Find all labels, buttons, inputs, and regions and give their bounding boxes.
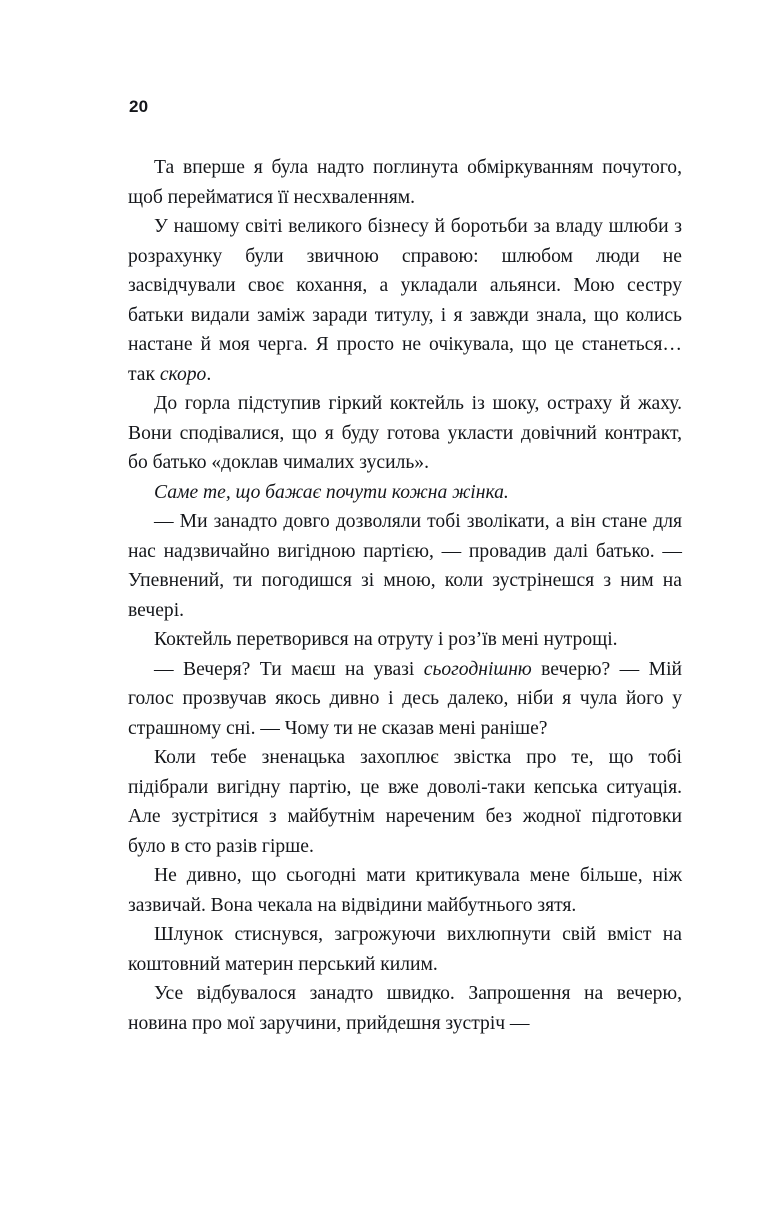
- paragraph-dialogue: — Ми занадто довго дозволяли тобі зволікати, а він стане для нас надзвичайно вигідною партією, — провадив далі батько. — Упевнений, ти погодишся зі мною, коли зустрінешся з ним на вечері.: [128, 511, 682, 621]
- page-number: 20: [129, 97, 149, 116]
- paragraph: Коктейль перетворився на отруту і роз’їв мені нутрощі.: [154, 629, 618, 650]
- paragraph-dialogue: [128, 655, 682, 744]
- paragraph: Шлунок стиснувся, загрожуючи вихлюпнути свій вміст на коштовний материн перський килим.: [128, 924, 682, 975]
- paragraph: До горла підступив гіркий коктейль із шоку, остраху й жаху. Вони сподівалися, що я буду готова укласти довічний контракт, бо батько «доклав чималих зусиль».: [128, 393, 682, 473]
- paragraph: Не дивно, що сьогодні мати критикувала мене більше, ніж зазвичай. Вона чекала на відвідини майбутнього зятя.: [128, 865, 682, 916]
- paragraph-text-tail: .: [206, 363, 212, 385]
- paragraph-text-lead: У нашому світі великого бізнесу й боротьби за владу шлюби з розрахунку були звичною справою: шлюбом люди не засвідчували своє кохання, а укладали альянси. Мою сестру батьки видали заміж заради титулу, і я завжди знала, що колись настане й моя черга. Я просто не очікувала, що це станеться… так: [128, 216, 682, 385]
- emphasis-text: сьогоднішню: [423, 658, 532, 680]
- paragraph-text-lead: — Вечеря? Ти маєш на увазі: [154, 658, 424, 680]
- body-text-block: [128, 153, 682, 1038]
- paragraph-italic: Саме те, що бажає почути кожна жінка.: [154, 481, 509, 503]
- paragraph-text-tail: вечерю? — Мій голос прозвучав якось дивно і десь далеко, ніби я чула його у страшному сні. — Чому ти не сказав мені раніше?: [128, 658, 682, 739]
- paragraph: [128, 212, 682, 389]
- emphasis-text: скоро: [159, 363, 207, 385]
- paragraph: Усе відбувалося занадто швидко. Запрошення на вечерю, новина про мої заручини, прийдешня зустріч —: [128, 983, 682, 1034]
- paragraph: Коли тебе зненацька захоплює звістка про те, що тобі підібрали вигідну партію, це вже доволі-таки кепська ситуація. Але зустрітися з майбутнім нареченим без жодної підготовки було в сто разів гірше.: [128, 747, 682, 857]
- paragraph: Та вперше я була надто поглинута обміркуванням почутого, щоб перейматися її несхваленням.: [128, 157, 682, 208]
